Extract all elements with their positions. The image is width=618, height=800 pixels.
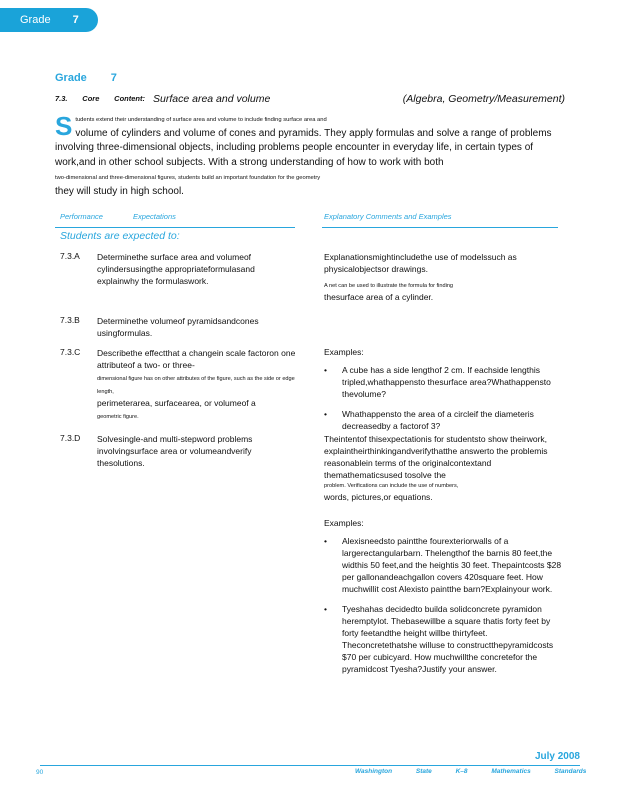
- comment-d-tail: words, pictures,or equations.: [324, 492, 433, 502]
- intro-line-2: volume of cylinders and volume of cones and pyramids. They apply formulas and solve a range of problems involving three-dimensional objects, including problems people encounter in everyday life, in certain types of work,and in other school subjects. With a strong understanding of how to work with both: [55, 127, 552, 168]
- example-item: • Tyeshahas decidedto builda solidconcrete pyramidon heremptylot. Thebasewillbe a square thatis forty feet by forty feetandthe height willbe thirtyfeet. Theconcretethatshe willuse to constructthepyramidcosts $70 per cubicyard. How muchwillthe concretefor the pyramidcost Tyesha?Justify your answer.: [324, 603, 564, 675]
- grade-heading: [55, 72, 117, 84]
- expectation-text: [97, 347, 297, 422]
- comments-header: Explanatory Comments and Examples: [324, 212, 452, 221]
- footer-state: Washington: [355, 768, 393, 775]
- header-performance: Performance: [60, 212, 103, 221]
- intro-line-1: tudents extend their understanding of surface area and volume to include finding surface area and: [75, 117, 327, 123]
- expectation-text-c: perimeterarea, surfacearea, or volumeof a: [97, 398, 256, 408]
- intro-line-3: two-dimensional and three-dimensional figures, students build an important foundation for the geometry: [55, 175, 321, 181]
- expectation-text: Solvesingle-and multi-stepword problems involvingsurface area or volumeandverify thesolutions.: [97, 434, 253, 468]
- footer-standards: Standards: [554, 768, 587, 775]
- expectation-code: 7.3.D: [60, 433, 81, 443]
- performance-expectations-header: [60, 212, 206, 221]
- page-number: 90: [36, 769, 44, 776]
- core-label: Core: [82, 94, 100, 103]
- example-item: • Whathappensto the area of a circleif the diameteris decreasedby a factorof 3?: [324, 408, 564, 432]
- expectation-text-d: geometric figure.: [97, 414, 139, 420]
- header-rule-right: [322, 227, 558, 228]
- grade-tab: [0, 8, 98, 32]
- expectation-text-b: dimensional figure has on other attributes of the figure, such as the side or edge length,: [97, 376, 295, 395]
- comment-a-small: A net can be used to illustrate the formula for finding: [324, 283, 454, 289]
- footer-word-state: State: [415, 768, 432, 775]
- example-item: • A cube has a side lengthof 2 cm. If eachside lengthis tripled,whathappensto thesurface area?Whathappensto thevolume?: [324, 364, 564, 400]
- expectation-code: 7.3.C: [60, 347, 81, 357]
- header-expectations: Expectations: [132, 212, 176, 221]
- tab-grade-number: 7: [72, 14, 79, 26]
- standard-number: 7.3.: [55, 94, 68, 103]
- comment-a-main: Explanationsmightincludethe use of modelssuch as physicalobjectsor drawings.: [324, 252, 517, 274]
- examples-label: Examples:: [324, 518, 364, 528]
- intro-paragraph: [55, 112, 575, 199]
- header-rule-left: [55, 227, 295, 228]
- expectation-code: 7.3.B: [60, 315, 80, 325]
- footer-date: July 2008: [534, 751, 580, 762]
- drop-cap: S: [55, 111, 73, 141]
- example-item: • Alexisneedsto paintthe fourexteriorwalls of a largerectangularbarn. Thelengthof the barnis 80 feet,the widthis 50 feet,and the heightis 30 feet. Thepaintcosts $28 per gallonandeachgallon covers 420square feet. How muchwillit cost Alexisto paintthe barn?Explainyour work.: [324, 535, 564, 595]
- comment-d-small: problem. Verifications can include the use of numbers,: [324, 483, 459, 489]
- content-label: Content:: [114, 94, 145, 103]
- expectation-code: 7.3.A: [60, 251, 80, 261]
- footer-rule: [40, 765, 580, 766]
- expectation-text-a: Describethe effectthat a changein scale factoron one attributeof a two- or three-: [97, 348, 296, 370]
- standard-line: [55, 93, 565, 104]
- tab-grade-label: Grade: [20, 14, 51, 26]
- comment-c: [324, 346, 564, 440]
- footer-title: [355, 768, 608, 775]
- comment-a: [324, 251, 564, 303]
- expectation-text: Determinethe volumeof pyramidsandcones usingformulas.: [97, 316, 259, 338]
- expectation-text: Determinethe surface area and volumeof cylindersusingthe appropriateformulasand explainwhy the formulaswork.: [97, 252, 255, 286]
- grade-heading-number: 7: [110, 72, 117, 84]
- grade-heading-label: Grade: [55, 72, 87, 84]
- examples-label: Examples:: [324, 347, 364, 357]
- students-expected-label: Students are expected to:: [60, 230, 180, 242]
- comment-d-main: Theintentof thisexpectationis for studentsto show theirwork, explaintheirthinkingandverifythatthe answerto the problemis reasonablein terms of the originalcontextand themathematicsused tosolve the: [324, 434, 548, 480]
- footer-grades: K–8: [455, 768, 468, 775]
- comment-a-tail: thesurface area of a cylinder.: [324, 292, 434, 302]
- footer-subject: Mathematics: [491, 768, 531, 775]
- standard-tags: (Algebra, Geometry/Measurement): [402, 93, 565, 105]
- intro-line-4: they will study in high school.: [55, 185, 184, 197]
- comment-d: [324, 433, 564, 683]
- standard-topic: Surface area and volume: [153, 93, 271, 105]
